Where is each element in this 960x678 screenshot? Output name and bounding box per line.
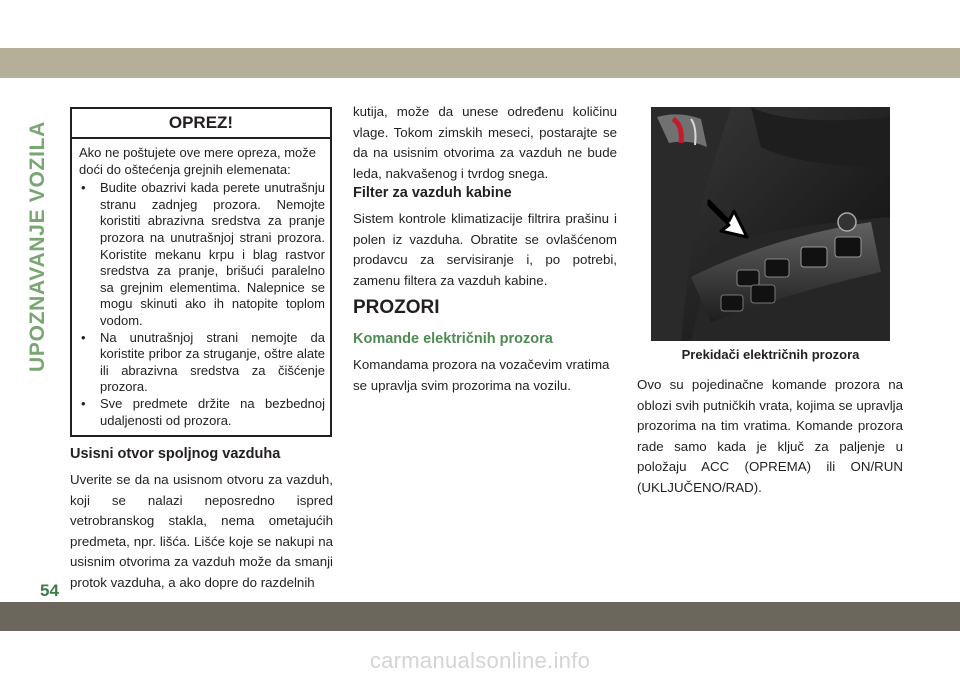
air-intake-heading: Usisni otvor spoljnog vazduha [70,446,281,462]
caution-item: • Na unutrašnjoj strani nemojte da koristite pribor za struganje, oštre alate ili abrazivna sredstva za čišćenje prozora. [79,330,325,396]
caution-title: OPREZ! [72,109,330,139]
section-title: UPOZNAVANJE VOZILA [26,120,49,372]
passenger-window-text: Ovo su pojedinačne komande prozora na oblozi svih putničkih vrata, kojima se upravlja prozorima na tim vratima. Komande prozora rade samo kada je ključ za paljenje u položaju ACC (OPREMA) ili ON/RUN (UKLJUČENO/RAD). [637,377,903,495]
cabin-filter-text: Sistem kontrole klimatizacije filtrira prašinu i polen iz vazduha. Obratite se ovlašćenom prodavcu za servisiranje i, po potrebi, zamenu filtera za vazduh kabine. [353,211,617,288]
window-switch-photo [651,107,890,341]
cabin-filter-heading: Filter za vazduh kabine [353,185,512,201]
header-band [0,48,960,78]
caution-box [70,107,332,437]
caution-item: • Budite obazrivi kada perete unutrašnju stranu zadnjeg prozora. Nemojte koristiti abrazivna sredstva za pranje prozora na unutrašnjoj strani prozora. Koristite mekanu krpu i blag rastvor sredstva za pranje, brišući paralelno sa grejnim elementima. Nalepnice se mogu skinuti ako ih natopite toplom vodom. [79,180,325,329]
power-windows-subheading: Komande električnih prozora [353,331,553,347]
image-caption: Prekidači električnih prozora [681,347,860,362]
page-number: 54 [40,581,59,600]
caution-item: • Sve predmete držite na bezbednoj udaljenosti od prozora. [79,396,325,429]
watermark: carmanualsonline.info [369,648,591,673]
air-intake-text-continued: kutija, može da unese određenu količinu vlage. Tokom zimskih meseci, postarajte se da na usisnim otvorima za vazduh ne bude leda, nakvašenog i tvrdog snega. [353,104,617,181]
caution-intro: Ako ne poštujete ove mere opreza, može doći do oštećenja grejnih elemenata: [79,145,317,177]
caution-body [72,139,330,429]
windows-heading: PROZORI [353,297,440,318]
footer-band [0,602,960,631]
window-switch-illustration [651,107,890,341]
air-intake-text: Uverite se da na usisnom otvoru za vazduh, koji se nalazi neposredno ispred vetrobranskog stakla, nema ometajućih predmeta, npr. lišća. Lišće koje se nakupi na usisnim otvorima za vazduh može da smanji protok vazduha, a ako dopre do razdelnih [70,472,333,590]
power-windows-text: Komandama prozora na vozačevim vratima se upravlja svim prozorima na vozilu. [353,357,610,393]
caution-list [79,180,325,429]
